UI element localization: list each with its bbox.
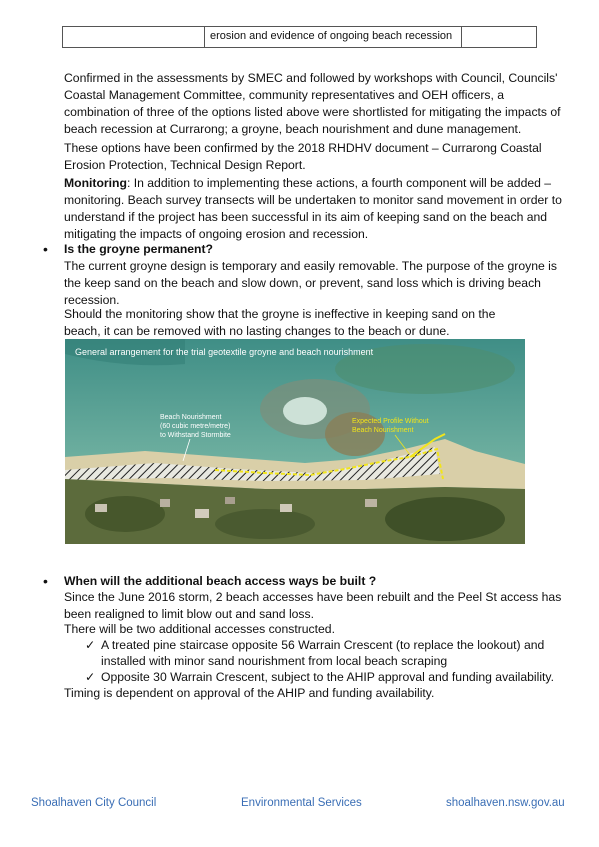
monitoring-text: : In addition to implementing these actions, a fourth component will be added – monitoring. Beach survey transects will be undertaken to monitor sand movement in order to understand if the project has been successful in its aim of keeping sand on the beach and mitigating the impacts of ongoing erosion and recession. (64, 176, 562, 241)
label-profile-2: Beach Nourishment (352, 427, 414, 434)
bullet-dot-icon: • (43, 241, 48, 257)
aerial-photo-figure (65, 339, 525, 544)
table-cell-empty (63, 27, 205, 47)
question-access: When will the additional beach access ways be built ? (64, 574, 377, 588)
answer-access-1: Since the June 2016 storm, 2 beach accesses have been rebuilt and the Peel St access has been realigned to limit blow out and sand loss. (64, 590, 562, 621)
aerial-photo (65, 339, 525, 544)
list-item-text: A treated pine staircase opposite 56 Warrain Crescent (to replace the lookout) and installed with minor sand nourishment from local beach scraping (101, 638, 545, 668)
question-groyne: Is the groyne permanent? (64, 242, 213, 256)
table-cell-text: erosion and evidence of ongoing beach recession (205, 27, 462, 47)
bullet-dot-icon: • (43, 573, 48, 589)
figure-title: General arrangement for the trial geotextile groyne and beach nourishment (75, 347, 374, 357)
answer-access-3: Timing is dependent on approval of the AHIP and funding availability. (64, 686, 435, 700)
paragraph-text (64, 175, 572, 243)
table-cell-empty (462, 27, 536, 47)
footer-left: Shoalhaven City Council (31, 797, 157, 809)
paragraph-options (64, 70, 569, 138)
paragraph-monitoring (64, 175, 572, 243)
answer-groyne-2: Should the monitoring show that the groyne is ineffective in keeping sand on the beach, it can be removed with no lasting changes to the beach or dune. (64, 307, 496, 338)
check-mark-icon: ✓ (85, 638, 96, 652)
table-fragment (62, 26, 537, 48)
paragraph-text: These options have been confirmed by the 2018 RHDHV document – Currarong Coastal Erosion Protection, Technical Design Report. (64, 141, 542, 172)
paragraph-confirmed (64, 140, 564, 174)
answer-access-2: There will be two additional accesses constructed. (64, 622, 335, 636)
list-item-text: Opposite 30 Warrain Crescent, subject to the AHIP approval and funding availability. (101, 670, 554, 684)
label-nourishment-3: to Withstand Stormbite (160, 432, 231, 439)
monitoring-heading: Monitoring (64, 176, 127, 190)
paragraph-text: Confirmed in the assessments by SMEC and followed by workshops with Council, Councils' Coastal Management Committee, community representatives and OEH officers, a combination of three of the options listed above were shortlisted for mitigating the impacts of beach recession at Currarong; a groyne, beach nourishment and dune management. (64, 71, 561, 136)
label-nourishment-1: Beach Nourishment (160, 414, 222, 421)
label-nourishment-2: (60 cubic metre/metre) (160, 423, 231, 430)
footer-center: Environmental Services (241, 797, 362, 809)
list-item (85, 669, 555, 685)
answer-groyne-1: The current groyne design is temporary and easily removable. The purpose of the groyne is the keep sand on the beach and slow down, or prevent, sand loss which is driving beach recession. (64, 259, 557, 307)
footer-right: shoalhaven.nsw.gov.au (446, 797, 565, 809)
check-mark-icon: ✓ (85, 670, 96, 684)
label-profile-1: Expected Profile Without (352, 418, 429, 425)
list-item (85, 637, 555, 669)
